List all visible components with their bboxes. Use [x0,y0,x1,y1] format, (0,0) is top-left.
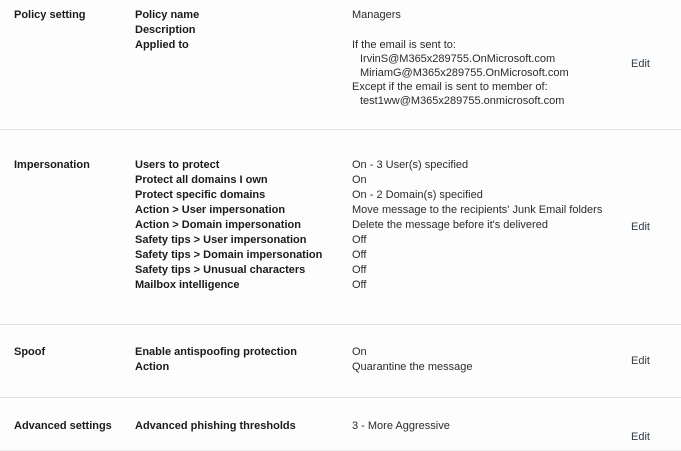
setting-value: Off [352,234,367,246]
setting-row [135,38,631,108]
edit-policy-setting-button[interactable]: Edit [631,58,650,70]
setting-row [135,233,631,248]
setting-value: Off [352,279,367,291]
setting-label: Enable antispoofing protection [135,346,297,358]
setting-label: Action [135,361,170,373]
edit-impersonation-button[interactable]: Edit [631,220,650,233]
setting-label: Protect all domains I own [135,174,268,186]
setting-value: On - 2 Domain(s) specified [352,189,483,201]
setting-label: Action > Domain impersonation [135,219,301,231]
setting-label: Policy name [135,9,200,21]
setting-row [135,23,631,38]
setting-label: Protect specific domains [135,189,266,201]
section-rows [135,419,631,450]
section-advanced-settings [0,398,681,451]
section-policy-setting [0,0,681,130]
section-title-spoof: Spoof [14,346,46,358]
setting-label: Advanced phishing thresholds [135,420,296,432]
setting-value-line: MiriamG@M365x289755.OnMicrosoft.com [360,67,569,79]
setting-row [135,360,631,375]
edit-advanced-settings-button[interactable]: Edit [631,431,650,443]
setting-row [135,203,631,218]
section-impersonation [0,130,681,325]
setting-row [135,8,631,23]
setting-label: Safety tips > Domain impersonation [135,249,323,261]
section-title-advanced-settings: Advanced settings [14,420,112,432]
setting-label: Safety tips > User impersonation [135,234,307,246]
section-rows [135,8,631,129]
setting-value: Off [352,249,367,261]
setting-label: Action > User impersonation [135,204,286,216]
setting-value-line: IrvinS@M365x289755.OnMicrosoft.com [360,53,556,65]
setting-row [135,158,631,173]
setting-label: Mailbox intelligence [135,279,240,291]
setting-row [135,218,631,233]
setting-value: On - 3 User(s) specified [352,159,469,171]
setting-label: Safety tips > Unusual characters [135,264,306,276]
edit-cell [631,0,681,129]
setting-value: Delete the message before it's delivered [352,219,548,231]
setting-value [352,38,631,108]
setting-value: Off [352,264,367,276]
section-rows [135,345,631,397]
section-title-policy-setting: Policy setting [14,9,86,21]
setting-value: On [352,174,367,186]
setting-row [135,263,631,278]
setting-row [135,173,631,188]
edit-cell [631,130,681,324]
setting-value [352,23,631,38]
setting-label: Users to protect [135,159,220,171]
setting-value-line: If the email is sent to: [352,39,456,51]
setting-value: 3 - More Aggressive [352,420,450,432]
section-title-impersonation: Impersonation [14,159,90,171]
setting-value-line: test1ww@M365x289755.onmicrosoft.com [360,95,565,107]
setting-row [135,248,631,263]
edit-cell [631,325,681,397]
setting-row [135,278,631,293]
setting-label: Description [135,24,196,36]
setting-value: Move message to the recipients' Junk Email folders [352,204,603,216]
setting-value: Quarantine the message [352,361,473,373]
edit-cell [631,398,681,450]
section-rows [135,158,631,324]
setting-value: On [352,346,367,358]
setting-row [135,345,631,360]
setting-value: Managers [352,9,401,21]
edit-spoof-button[interactable]: Edit [631,354,650,367]
setting-row [135,419,631,434]
setting-row [135,188,631,203]
setting-value-line: Except if the email is sent to member of: [352,81,548,93]
section-spoof [0,325,681,398]
setting-label: Applied to [135,39,189,51]
